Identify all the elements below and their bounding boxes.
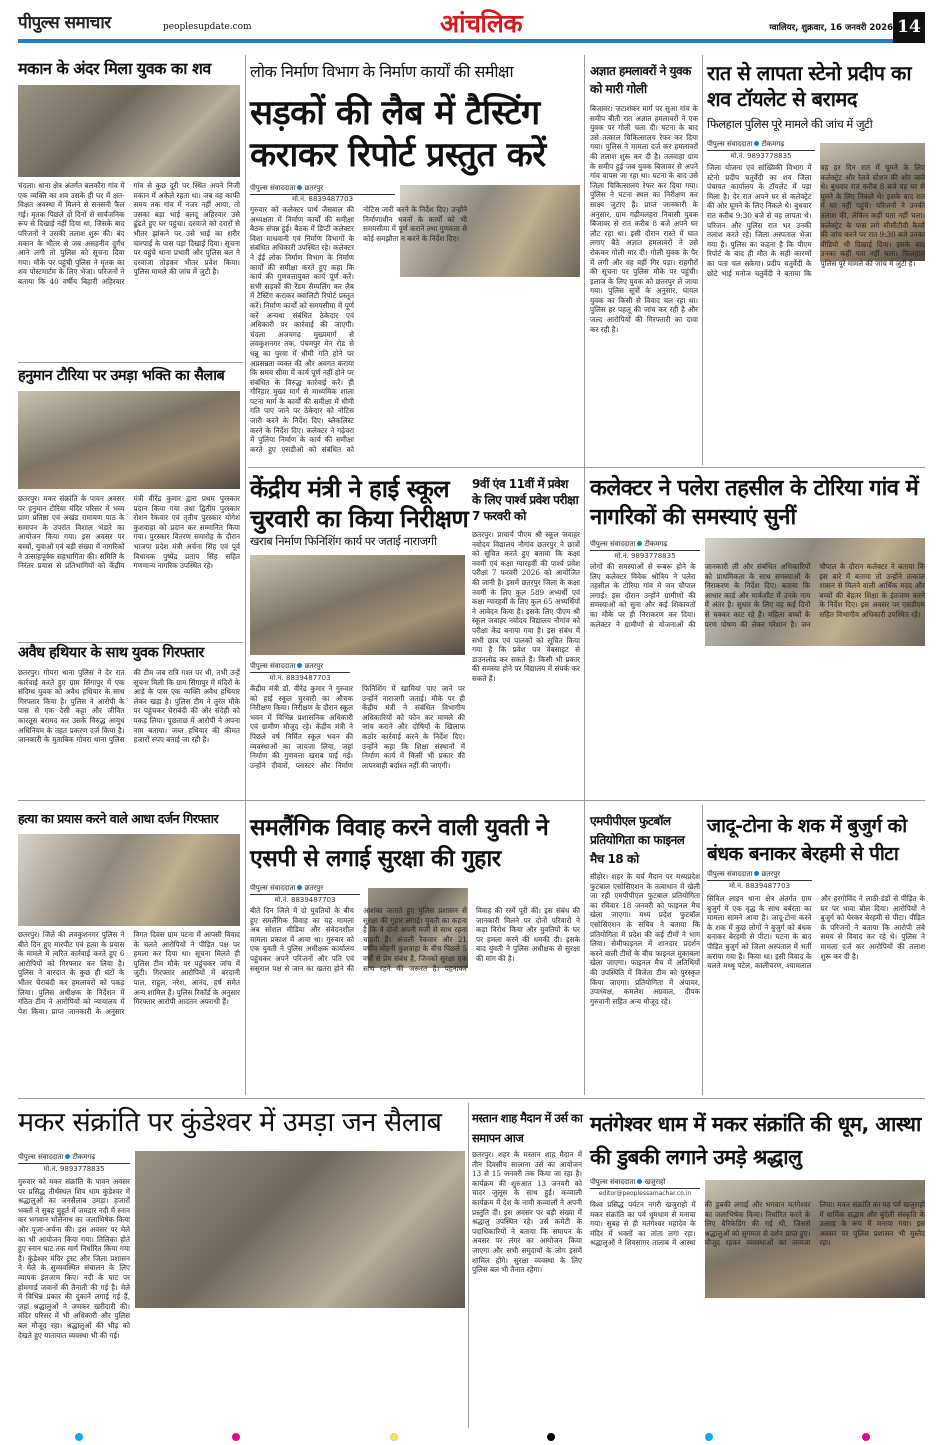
news-photo — [18, 391, 240, 489]
article-body: बिजावर। जटाशंकर मार्ग पर सुआ गांव के समीप बीती रात अज्ञात हमलावरों ने एक युवक पर गोली चला दी। घटना के बाद उसे तत्काल चिकित्सालय रेफर कर दिया गया। पुलिस ने मामला दर्ज कर हमलावरों की तलाश शुरू कर दी है। तलवाहा ग्राम के समीप हुई जब युवक बिजावर से अपने गांव वापस जा रहा था। घटना के बाद उसे जिला चिकित्सालय रेफर कर दिया गया। पुलिस ने घटना स्थल का निरीक्षण कर साक्ष्य जुटाए हैं। प्राप्त जानकारी के अनुसार, ग्राम गढ़ीमलहरा निवासी युवक बिजावर से रात करीब 8 बजे अपने घर लौट रहा था। इसी दौरान रास्ते में घात लगाए बैठे अज्ञात हमलावरों ने उसे रोककर गोली मार दी। गोली युवक के पैर में लगी और वह वहीं गिर पड़ा। राहगीरों की सूचना पर पुलिस मौके पर पहुंची। इलाज के लिए युवक को छतरपुर ले जाया गया। पुलिस सूत्रों के अनुसार, घायल युवक का किसी से विवाद चल रहा था। पुलिस हर पहलू की जांच कर रही है और जल्द आरोपियों की गिरफ्तारी का दावा कर रही है। — [590, 104, 698, 334]
place: छतरपुर — [304, 184, 324, 192]
subheadline: फिलहाल पुलिस पूरे मामले की जांच में जुटी — [707, 117, 873, 131]
article-body: छतरपुर। जिले की लवकुशनगर पुलिस ने बीते दिन हुए मारपीट एवं हत्या के प्रयास के मामले में त्वरित कार्रवाई करते हुए 6 आरोपियों को गिरफ्तार कर लिया है। पुलिस ने वारदात के कुछ ही घंटों के भीतर घेराबंदी कर हमलावरों को पकड़ लिया। पुलिस अधीक्षक के निर्देशन में गठित टीम ने आरोपियों को न्यायालय में पेश किया। प्राप्त जानकारी के अनुसार विगत दिवस ग्राम पटना में आपसी विवाद के चलते आरोपियों ने पीड़ित पक्ष पर हमला कर दिया था। सूचना मिलते ही पुलिस टीम मौके पर पहुंचकर जांच में जुटी। गिरफ्तार आरोपियों में बरदानी पाल, राहुल, नरेश, आनंद, हर्ष समेत अन्य शामिल हैं। पुलिस रिकॉर्ड के अनुसार गिरफ्तार आरोपी आदतन अपराधी हैं। — [18, 930, 240, 1016]
article-body: सिविल लाइन थाना क्षेत्र अंतर्गत ग्राम बुजुर्ग में एक वृद्ध के साथ बर्बरता का मामला सामने आया है। जादू-टोना करने के शक में कुछ लोगों ने बुजुर्ग को बंधक बनाकर बेरहमी से पीटा। घटना के बाद पीड़ित बुजुर्ग को जिला अस्पताल में भर्ती कराया गया है। किया था। इसी विवाद के चलते मथ्थु पटेल, कालीचरण, श्यामलाल और हरगोविंद ने लाठी-डंडों से पीड़ित के घर पर धावा बोल दिया। आरोपियों ने बुजुर्ग को घेरकर बेरहमी से पीटा। पीड़ित के परिजनों ने बताया कि आरोपी लंबे समय से विवाद कर रहे थे। पुलिस ने मामला दर्ज कर आरोपियों की तलाश शुरू कर दी है। — [707, 894, 925, 971]
bullet-icon — [637, 1179, 642, 1184]
headline: अवैध हथियार के साथ युवक गिरफ्तार — [18, 645, 204, 661]
byline — [707, 140, 815, 151]
headline: केंद्रीय मंत्री ने हाई स्कूल चुरवारी का किया निरीक्षण — [250, 475, 469, 533]
headline: जादू-टोना के शक में बुजुर्ग को बंधक बनाकर बेरहमी से पीटा — [707, 815, 907, 865]
reporter: पीपुल्स संवाददाता — [250, 662, 296, 670]
mobile-number: मो.नं. 8839487703 — [269, 674, 331, 682]
byline — [590, 540, 700, 551]
bullet-icon — [65, 1154, 70, 1159]
divider — [702, 805, 703, 1095]
place: छतरपुर — [761, 870, 781, 878]
article-body: केंद्रीय मंत्री डॉ. वीरेंद्र कुमार ने गुरुवार को हाई स्कूल चुरवारी का औचक निरीक्षण किया। निरीक्षण के दौरान स्कूल भवन में विभिन्न प्रशासनिक अधिकारी एवं ग्रामीण मौजूद रहे। केंद्रीय मंत्री ने पिछले वर्ष निर्मित स्कूल भवन की व्यवस्थाओं का जायजा लिया, जहां निर्माण की गुणवत्ता खराब पाई गई। उन्होंने दीवारों, प्लास्टर और निर्माण फिनिशिंग में खामियां पाए जाने पर उन्होंने नाराजगी जताई। मौके पर ही केंद्रीय मंत्री ने संबंधित विभागीय अधिकारियों को फोन कर मामले की जांच कराने और दोषियों के खिलाफ कठोर कार्रवाई करने के निर्देश दिए। उन्होंने कहा कि शिक्षा संस्थानों में निर्माण कार्य में किसी भी प्रकार की लापरवाही बर्दाश्त नहीं की जाएगी। — [250, 684, 465, 770]
article-body: छतरपुर। गोयरा थाना पुलिस ने देर रात कार्रवाई करते हुए ग्राम सिंगापुर में एक संदिग्ध युवक को अवैध हथियार के साथ गिरफ्तार किया है। पुलिस ने आरोपी के पास से एक देसी कट्टा और जीवित कारतूस बरामद कर उसके विरुद्ध आयुध अधिनियम के तहत प्रकरण दर्ज किया है। जानकारी के मुताबिक गोयरा थाना पुलिस की टीम जब रात्रि गश्त पर थी, तभी उन्हें सूचना मिली कि ग्राम सिंगापुर में मंदिरों के आड़े के पास एक व्यक्ति अवैध हथियार लेकर खड़ा है। पुलिस टीम ने तुरंत मौके पर पहुंचकर घेराबंदी की और संदेही को पकड़ लिया। पूछताछ में आरोपी ने अपना नाम बताया। जब्त हथियार की कीमत हजारों रुपए बताई जा रही है। — [18, 668, 240, 745]
byline — [250, 184, 395, 195]
headline: मतंगेश्वर धाम में मकर संक्रांति की धूम, आस्था की डुबकी लगाने उमड़े श्रद्धालु — [590, 1112, 921, 1169]
divider — [248, 467, 925, 468]
website-link[interactable]: peoplesupdate.com — [163, 22, 252, 32]
article-body: लोगों की समस्याओं से रूबरू होने के लिए कलेक्टर विवेक श्रोत्रिय ने पलेरा तहसील के टोरिया गांव में जन चौपाल लगाई। इस दौरान उन्होंने ग्रामीणों की समस्याओं को सुना और कई शिकायतों का मौके पर ही निराकरण कर दिया। कलेक्टर ने ग्रामीणों से योजनाओं की जानकारी ली और संबंधित अधिकारियों को प्राथमिकता के साथ समस्याओं के निराकरण के निर्देश दिए। बताया कि आधार कार्ड और मार्कशीट में उनके नाम में अंतर है। सुधार के लिए वह कई दिनों से चक्कर काट रहे हैं। महिला बच्चों के परण पोषण की लेकर परेशान है। जन चौपाल के दौरान कलेक्टर ने बताया कि इस बारे में बताया तो उन्होंने तत्काल शासन से मिलने वाली आर्थिक मदद और बच्चों की बेहतर शिक्षा के इंतजाम करने के निर्देश दिए। इस अवसर पर एसडीएम सहित विभागीय अधिकारी उपस्थित रहे। — [590, 562, 925, 629]
bullet-icon — [754, 141, 759, 146]
place: छतरपुर — [304, 662, 324, 670]
article-body: जिला योजना एवं सांख्यिकी विभाग में स्टेनो प्रदीप चतुर्वेदी का शव जिला पंचायत कार्यालय के टॉयलेट में पड़ा मिला है। देर रात अपने घर से कलेक्ट्रेट की ओर घूमने के लिए निकले थे। बुधवार रात करीब 9:30 बजे से वह लापता थे। परिजन और पुलिस रात भर उनकी तलाश करते रहे। जिला अस्पताल भेजा गया है। पुलिस का कहना है कि पीएम रिपोर्ट के बाद ही मौत के सही कारणों का पता चल सकेगा। प्रदीप चतुर्वेदी के छोटे भाई मनोज चतुर्वेदी ने बताया कि वह हर दिन रात में घूमने के लिए कलेक्ट्रेट और रेलवे स्टेशन की ओर जाते थे। बुधवार रात करीब 8 बजे वह घर से घूमने के लिए निकले थे। इसके बाद रात में घर नहीं पहुंचे। परिजनों ने उनकी तलाश की, लेकिन कहीं पता नहीं चला। कलेक्ट्रेट के पास लगे सीसीटीवी कैमरे की जांच करने पर रात 9:30 बजे उनका वीडियो भी दिखाई दिया। इसके बाद उनका कहीं पता नहीं चला। फिलहाल पुलिस पूरे मामले की जांच में जुटी है। — [707, 163, 925, 278]
headline: हनुमान टौरिया पर उमड़ा भक्ति का सैलाब — [18, 368, 225, 384]
mobile-number: मो.नं. 8839487703 — [274, 896, 336, 904]
bullet-icon — [637, 541, 642, 546]
bullet-icon — [297, 663, 302, 668]
headline: सड़कों की लैब में टैस्टिंग कराकर रिपोर्ट प्रस्तुत करें — [250, 93, 546, 175]
news-photo — [135, 1151, 465, 1308]
bullet-icon — [754, 871, 759, 876]
dateline: ग्वालियर, शुक्रवार, 16 जनवरी 2026 — [769, 23, 893, 33]
news-photo — [250, 555, 465, 655]
page-number-box — [893, 12, 925, 43]
register-marks — [0, 1433, 945, 1443]
newspaper-logo: पीपुल्स समाचार — [18, 13, 111, 33]
mobile-number: मो.नं. 9893778835 — [43, 1165, 105, 1173]
subheadline: खराब निर्माण फिनिशिंग कार्य पर जताई नाराजगी — [250, 534, 437, 548]
byline — [707, 870, 812, 881]
byline — [250, 884, 360, 895]
place: छतरपुर — [304, 884, 324, 892]
section-title: आंचलिक — [440, 9, 523, 38]
headline: कलेक्टर ने पलेरा तहसील के टोरिया गांव में नागरिकों की समस्याएं सुनीं — [590, 476, 919, 530]
article-body: छतरपुर। शहर के मस्तान शाह मैदान में तीन दिवसीय सालाना उर्स का आयोजन 13 से 15 जनवरी तक किया जा रहा है। कार्यक्रम की शुरुआत 13 जनवरी को चादर जुलूस के साथ हुई। कव्वाली कार्यक्रम में देश के नामी कव्वालों ने अपनी प्रस्तुति दी। इस अवसर पर बड़ी संख्या में श्रद्धालु उपस्थित रहे। उर्स कमेटी के पदाधिकारियों ने बताया कि समापन के अवसर पर लंगर का आयोजन किया जाएगा और सभी समुदायों के लोग इसमें शामिल होंगे। सुरक्षा व्यवस्था के लिए पुलिस बल भी तैनात रहेगा। — [472, 1150, 582, 1275]
register-mark-icon — [547, 1433, 555, 1441]
headline: समलैंगिक विवाह करने वाली युवती ने एसपी से लगाई सुरक्षा की गुहार — [250, 815, 549, 872]
masthead — [18, 9, 893, 42]
news-photo — [18, 85, 240, 177]
article-body: गुरुवार को मकर संक्रांति के पावन अवसर पर प्रसिद्ध तीर्थस्थल शिव धाम कुंडेश्वर में श्रद्धालुओं का जनसैलाब उमड़ा। हजारों भक्तों ने सुबह मुहूर्त में जमडार नदी में स्नान कर भगवान भोलेनाथ का जलाभिषेक किया और पूजा-अर्चना की। इस अवसर पर मेले का भी आयोजन किया गया। तिलिका होते हुए स्नान घाट तक मार्ग निर्धारित किया गया है। कुंडेश्वर मंदिर ट्रस्ट और जिला प्रशासन ने मेले के सुव्यवस्थित संचालन के लिए व्यापक इंतजाम किए। नदी के घाट पर होमगार्ड जवानों की तैनाती की गई है। मेले में विभिन्न प्रकार की दुकानें लगाई गई हैं, जहां श्रद्धालुओं ने जमकर खरीदारी की। मंदिर परिसर में भी अधिकारी और पुलिस बल मौजूद रहा। श्रद्धालुओं की भीड़ को देखते हुए यातायात व्यवस्था भी की गई। — [18, 1177, 130, 1340]
headline: मस्तान शाह मैदान में उर्स का समापन आज — [472, 1111, 583, 1145]
register-mark-icon — [862, 1433, 870, 1441]
divider — [18, 362, 243, 363]
bullet-icon — [297, 185, 302, 190]
headline: अज्ञात हमलावरों ने युवक को मारी गोली — [590, 64, 691, 96]
page-number: 14 — [897, 17, 921, 37]
email-address: editor@peoplessamachar.co.in — [598, 1190, 692, 1197]
divider — [584, 55, 585, 1095]
reporter: पीपुल्स संवाददाता — [18, 1153, 64, 1161]
divider — [18, 1098, 925, 1099]
article-body: छतरपुर। मकर संक्रांति के पावन अवसर पर हनुमान टौरिया मंदिर परिसर में भव्य प्राण प्रतिष्ठा एवं अखंड रामायण पाठ के समापन के उपरांत विशाल भंडारे का आयोजन किया गया। इस अवसर पर बच्चों, युवाओं एवं बड़ी संख्या में नागरिकों ने उत्साहपूर्वक सहभागिता की। समिति के निरंतर प्रयास से प्रतिभागियों को केंद्रीय मंत्री वीरेंद्र कुमार द्वारा प्रथम पुरस्कार प्रदान किया गया तथा द्वितीय पुरस्कार रोशन रैकवार एवं तृतीय पुरस्कार योगेश कुशवाहा को प्रदान कर सम्मानित किया गया। पुरस्कार वितरण समारोह के दौरान भाजपा प्रदेश मंत्री अर्चना सिंह एवं पूर्व विधायक पुष्पेंद्र प्रताप सिंह सहित गणमान्य नागरिक उपस्थित रहे। — [18, 494, 240, 571]
article-body: विश्व प्रसिद्ध पर्यटन नगरी खजुराहो में मकर संक्रांति का पर्व धूमधाम से मनाया गया। सुबह से ही मतंगेश्वर महादेव के मंदिर में भक्तों का तांता लगा रहा। श्रद्धालुओं ने शिवसागर तालाब में आस्था की डुबकी लगाई और भगवान मतंगेश्वर का जलाभिषेक किया। निर्धारित करने के लिए बैरिकेडिंग की गई थी, जिससे श्रद्धालुओं को सुगमता से दर्शन प्राप्त हुए। मौजूद रहकर व्यवस्थाओं का जायजा लिया। मकर संक्रांति का यह पर्व खजुराहो में धार्मिक सद्भाव और बुंदेली संस्कृति के उत्साह के रूप में मनाया गया। इस अवसर पर पुलिस प्रशासन भी मुस्तैद रहा। — [590, 1200, 925, 1248]
divider — [702, 55, 703, 465]
register-mark-icon — [75, 1433, 83, 1441]
divider — [245, 55, 246, 1095]
byline — [18, 1153, 130, 1164]
byline — [250, 662, 350, 673]
mobile-number: मो.नं. 8839487703 — [728, 882, 791, 890]
divider — [468, 1103, 469, 1428]
place: खजुराहो — [644, 1178, 666, 1186]
reporter: पीपुल्स संवाददाता — [250, 884, 296, 892]
article-body: चंदला। थाना क्षेत्र अंतर्गत बलकौरा गांव में एक व्यक्ति का शव उसके ही घर में क्षत-विक्षत अवस्था में मिलने से सनसनी फैल गई। मृतक पिछले दो दिनों से सार्वजनिक रूप से दिखाई नहीं दिया था, जिसके बाद परिजनों ने उसकी तलाश शुरू की। बंद मकान के भीतर से जब असहनीय दुर्गंध आने लगी तो पुलिस को सूचना दिया गया। मौके पर पहुंची पुलिस ने मृतक का शव पोस्टमार्टम के लिए भेजा। परिजनों ने बताया कि 40 वर्षीय बिहारी अहिरवार गांव से कुछ दूरी पर स्थित अपने निजी मकान में अकेले रहता था। जब वह काफी समय तक गांव में नजर नहीं आया, तो उसका बड़ा भाई बलदू अहिरवार उसे ढूंढते हुए घर पहुंचा। दरवाजे को दरारों से भीतर झांकने पर उसे भाई का शरीर चारपाई के पास पड़ा दिखाई दिया। सूचना पर पहुंचे थाना प्रभारी और पुलिस बल ने दरवाजा तोड़कर भीतर प्रवेश किया। पुलिस मामले की जांच में जुटी है। — [18, 181, 240, 286]
place: टीकमगढ़ — [644, 540, 668, 548]
article-body: सीहोर। शहर के चर्च मैदान पर मध्यप्रदेश फुटबाल एसोसिएशन के तत्वाधान में खेली जा रही एमपीपीएल फुटबाल प्रतियोगिता का रविवार 18 जनवरी को फाइनल मैच खेला जाएगा। मध्य प्रदेश फुटबॉल एसोसिएशन के सचिव ने बताया कि प्रतियोगिता में प्रदेश की कई टीमों ने भाग लिया। सेमीफाइनल में शानदार प्रदर्शन करने वाली टीमों के बीच फाइनल मुकाबला खेला जाएगा। फाइनल मैच में अतिथियों की उपस्थिति में विजेता टीम को पुरस्कृत किया जाएगा। प्रतियोगिता में अंपायर, उपाध्यक्ष, कमलेश अग्रवाल, दीपक गुरुवानी सहित अन्य मौजूद रहे। — [590, 872, 700, 1006]
place: टीकमगढ़ — [72, 1153, 96, 1161]
mobile-number: मो.नं. 9893778835 — [614, 552, 676, 560]
headline: मकर संक्रांति पर कुंडेश्वर में उमड़ा जन सैलाब — [18, 1107, 442, 1138]
headline: रात से लापता स्टेनो प्रदीप का शव टॉयलेट से बरामद — [707, 61, 911, 111]
kicker: लोक निर्माण विभाग के निर्माण कार्यों की समीक्षा — [250, 62, 514, 81]
headline: 9वीं एंव 11वीं में प्रवेश के लिए पार्श्व प्रवेश परीक्षा 7 फरवरी को — [472, 477, 579, 523]
headline: एमपीपीएल फुटबॉल प्रतियोगिता का फाइनल मैच 18 को — [590, 814, 685, 866]
bullet-icon — [297, 885, 302, 890]
news-photo — [18, 834, 240, 926]
headline: हत्या का प्रयास करने वाले आधा दर्जन गिरफ्तार — [18, 811, 219, 826]
header-rule — [18, 39, 893, 43]
register-mark-icon — [705, 1433, 713, 1441]
reporter: पीपुल्स संवाददाता — [250, 184, 296, 192]
byline — [590, 1178, 700, 1189]
mobile-number: मो.नं. 8839487703 — [291, 195, 354, 203]
reporter: पीपुल्स संवाददाता — [707, 140, 753, 148]
reporter: पीपुल्स संवाददाता — [590, 540, 636, 548]
article-body: छतरपुर। प्राचार्य पीएम श्री स्कूल जवाहर नवोदय विद्यालय नौगांव छतरपुर ने छात्रों को सूचित करते हुए बताया कि कक्षा नवमीं एवं कक्षा ग्यारहवीं की पार्श्व प्रवेश परीक्षा 7 फरवरी 2026 को आयोजित की जानी है। इसमें छतरपुर जिला के कक्षा नवमीं के लिए कुल 589 अभ्यर्थी एवं कक्षा ग्यारहवीं के लिए कुल 65 अभ्यर्थियों ने आवेदन किया है। इसके लिए पीएम श्री स्कूल जवाहर नवोदय विद्यालय नौगांव को परीक्षा केंद्र बनाया गया है। इस संबंध में सभी छात्र एवं पालकों को सूचित किया गया है कि प्रवेश पत्र वेबसाइट से डाउनलोड कर सकते हैं। किसी भी प्रकार की समस्या होने पर विद्यालय में संपर्क कर सकते हैं। — [472, 530, 580, 683]
article-body: बीते दिन जिले में दो युवतियों के बीच हुए समलैंगिक विवाह का यह मामला अब सोशल मीडिया और संवेदनशील मामला प्रकाश में आया था। गुरुवार को एक युवती ने पुलिस अधीक्षक कार्यालय पहुंचकर अपने परिजनों और पति एवं ससुराल पक्ष से जान का खतरा होने की आशंका जताते हुए पुलिस प्रशासन से सुरक्षा की गुहार लगाई। युवती का कहना है कि वे दोनों अपनी मर्जी से साथ रहना चाहती हैं। अंजली रैकवार और 21 वर्षीय मोहनी कुशवाहा के बीच पिछले 5 वर्षों से प्रेम संबंध है, जिनको सुरक्षा एक साथ रहने की जरूरत है। पहनाकर विवाह की रस्में पूरी कीं। इस संबंध की जानकारी मिलने पर दोनों परिवारों ने कड़ा विरोध किया और युवतियों के घर पर हमला करने की धमकी दी। इसके बाद युवती ने पुलिस अधीक्षक से सुरक्षा की मांग की है। — [250, 906, 580, 973]
divider — [18, 642, 243, 643]
article-body: गुरुवार को कलेक्टर पार्थ जैसवाल की अध्यक्षता में निर्माण कार्यों की समीक्षा बैठक संपन्न हुई। बैठक में डिप्टी कलेक्टर विशा माधवानी एवं निर्माण विभागों के संबंधित अधिकारी उपस्थित रहे। कलेक्टर ने ईई लोक निर्माण विभाग के निर्माण कार्यों की समीक्षा करते हुए कहा कि कार्य की गुणवत्तायुक्त कार्य पूर्ण करें। सभी सड़कों की रेंडम सैम्पलिंग कर लैब में टैस्टिंग कराकर क्वालिटी रिपोर्ट प्रस्तुत करें। निर्माण कार्यों को समयसीमा में पूर्ण करें अन्यथा संबंधित ठेकेदार एवं अधिकारी पर कार्रवाई की जाएगी। चंदला अजयगढ़ मुख्यमार्ग से लवकुशनगर तक, पंचमपुर मेन रोड से धन्नू का पुरवा में धीमी गति होने पर अप्रसन्नता व्यक्त की और अवगत कराया कि समय सीमा में कार्य पूर्ण नहीं होने पर संबंधित के विरुद्ध कार्रवाई करें। ही गौरिहार मुख्य मार्ग से माध्यमिक शाला पटना मार्ग के कार्यों की समीक्षा में धीमी गति पाए जाने पर ठेकेदार को नोटिस जारी करने के निर्देश दिए। ब्लैकलिस्ट करने के निर्देश दिए। कलेक्टर ने गढ़ेवरा में पुलिया निर्माण के कार्य की समीक्षा करते हुए एसडीओ को संबंधित को नोटिस जारी करने के निर्देश दिए। उन्होंने निर्माणाधीन भवनों के कार्यों को भी समयसीमा में पूर्ण कराने तथा गुणवत्ता से कोई समझौता न करने के निर्देश दिए। — [250, 205, 467, 454]
reporter: पीपुल्स संवाददाता — [590, 1178, 636, 1186]
divider — [18, 800, 925, 801]
register-mark-icon — [390, 1433, 398, 1441]
register-mark-icon — [232, 1433, 240, 1441]
reporter: पीपुल्स संवाददाता — [707, 870, 753, 878]
headline: मकान के अंदर मिला युवक का शव — [18, 59, 211, 78]
place: टीकमगढ़ — [761, 140, 785, 148]
mobile-number: मो.नं. 9893778835 — [730, 152, 792, 160]
